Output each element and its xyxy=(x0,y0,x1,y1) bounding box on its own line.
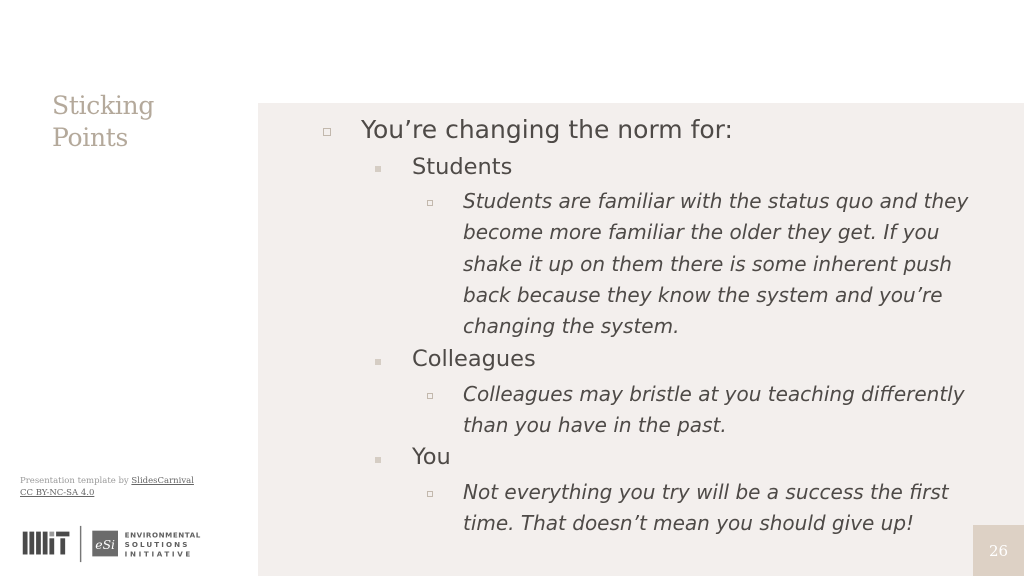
slide-title-line-2: Points xyxy=(52,123,129,152)
mit-logo xyxy=(23,532,70,555)
esi-logo xyxy=(92,530,201,558)
credit-prefix: Presentation template by xyxy=(20,476,132,486)
students-line: shake it up on them there is some inherent push xyxy=(463,251,952,276)
small-square-bullet-icon xyxy=(427,200,433,206)
bullet-you-label: You xyxy=(412,444,451,470)
students-line: become more familiar the older they get. If you xyxy=(463,220,940,245)
filled-square-bullet-icon xyxy=(375,359,381,365)
filled-square-bullet-icon xyxy=(375,457,381,463)
logo-divider xyxy=(80,526,81,562)
license-link[interactable]: CC BY-NC-SA 4.0 xyxy=(20,488,95,498)
esi-line-2: SOLUTIONS xyxy=(124,539,190,549)
page-number: 26 xyxy=(973,525,1024,576)
small-square-bullet-icon xyxy=(427,393,433,399)
esi-line-1: ENVIRONMENTAL xyxy=(124,530,201,540)
colleagues-line: Colleagues may bristle at you teaching differently xyxy=(463,382,965,406)
bullet-colleagues-label: Colleagues xyxy=(412,346,536,372)
colleagues-line: than you have in the past. xyxy=(463,413,727,438)
slide-title-line-1: Sticking xyxy=(52,91,155,120)
you-line: time. That doesn’t mean you should give up! xyxy=(463,511,915,536)
you-paragraph xyxy=(463,477,949,540)
esi-mark-text: eSi xyxy=(95,537,116,552)
students-paragraph xyxy=(463,186,968,342)
students-line: changing the system. xyxy=(463,314,680,339)
bullet-students-label: Students xyxy=(412,154,513,180)
students-line: Students are familiar with the status quo and they xyxy=(463,189,969,213)
template-credit xyxy=(20,475,194,499)
filled-square-bullet-icon xyxy=(375,166,381,172)
you-line: Not everything you try will be a success the first xyxy=(463,480,949,504)
small-square-bullet-icon xyxy=(427,491,433,497)
hollow-square-bullet-icon xyxy=(323,128,331,136)
slidescarnival-link[interactable]: SlidesCarnival xyxy=(131,476,194,486)
bullet-level1-norm: You’re changing the norm for: xyxy=(361,115,733,144)
content-panel xyxy=(258,103,1024,576)
footer-logos xyxy=(18,524,218,564)
students-line: back because they know the system and you’re xyxy=(463,282,943,307)
esi-line-3: INITIATIVE xyxy=(124,549,193,559)
colleagues-paragraph xyxy=(463,379,965,442)
slide-title xyxy=(52,90,154,154)
